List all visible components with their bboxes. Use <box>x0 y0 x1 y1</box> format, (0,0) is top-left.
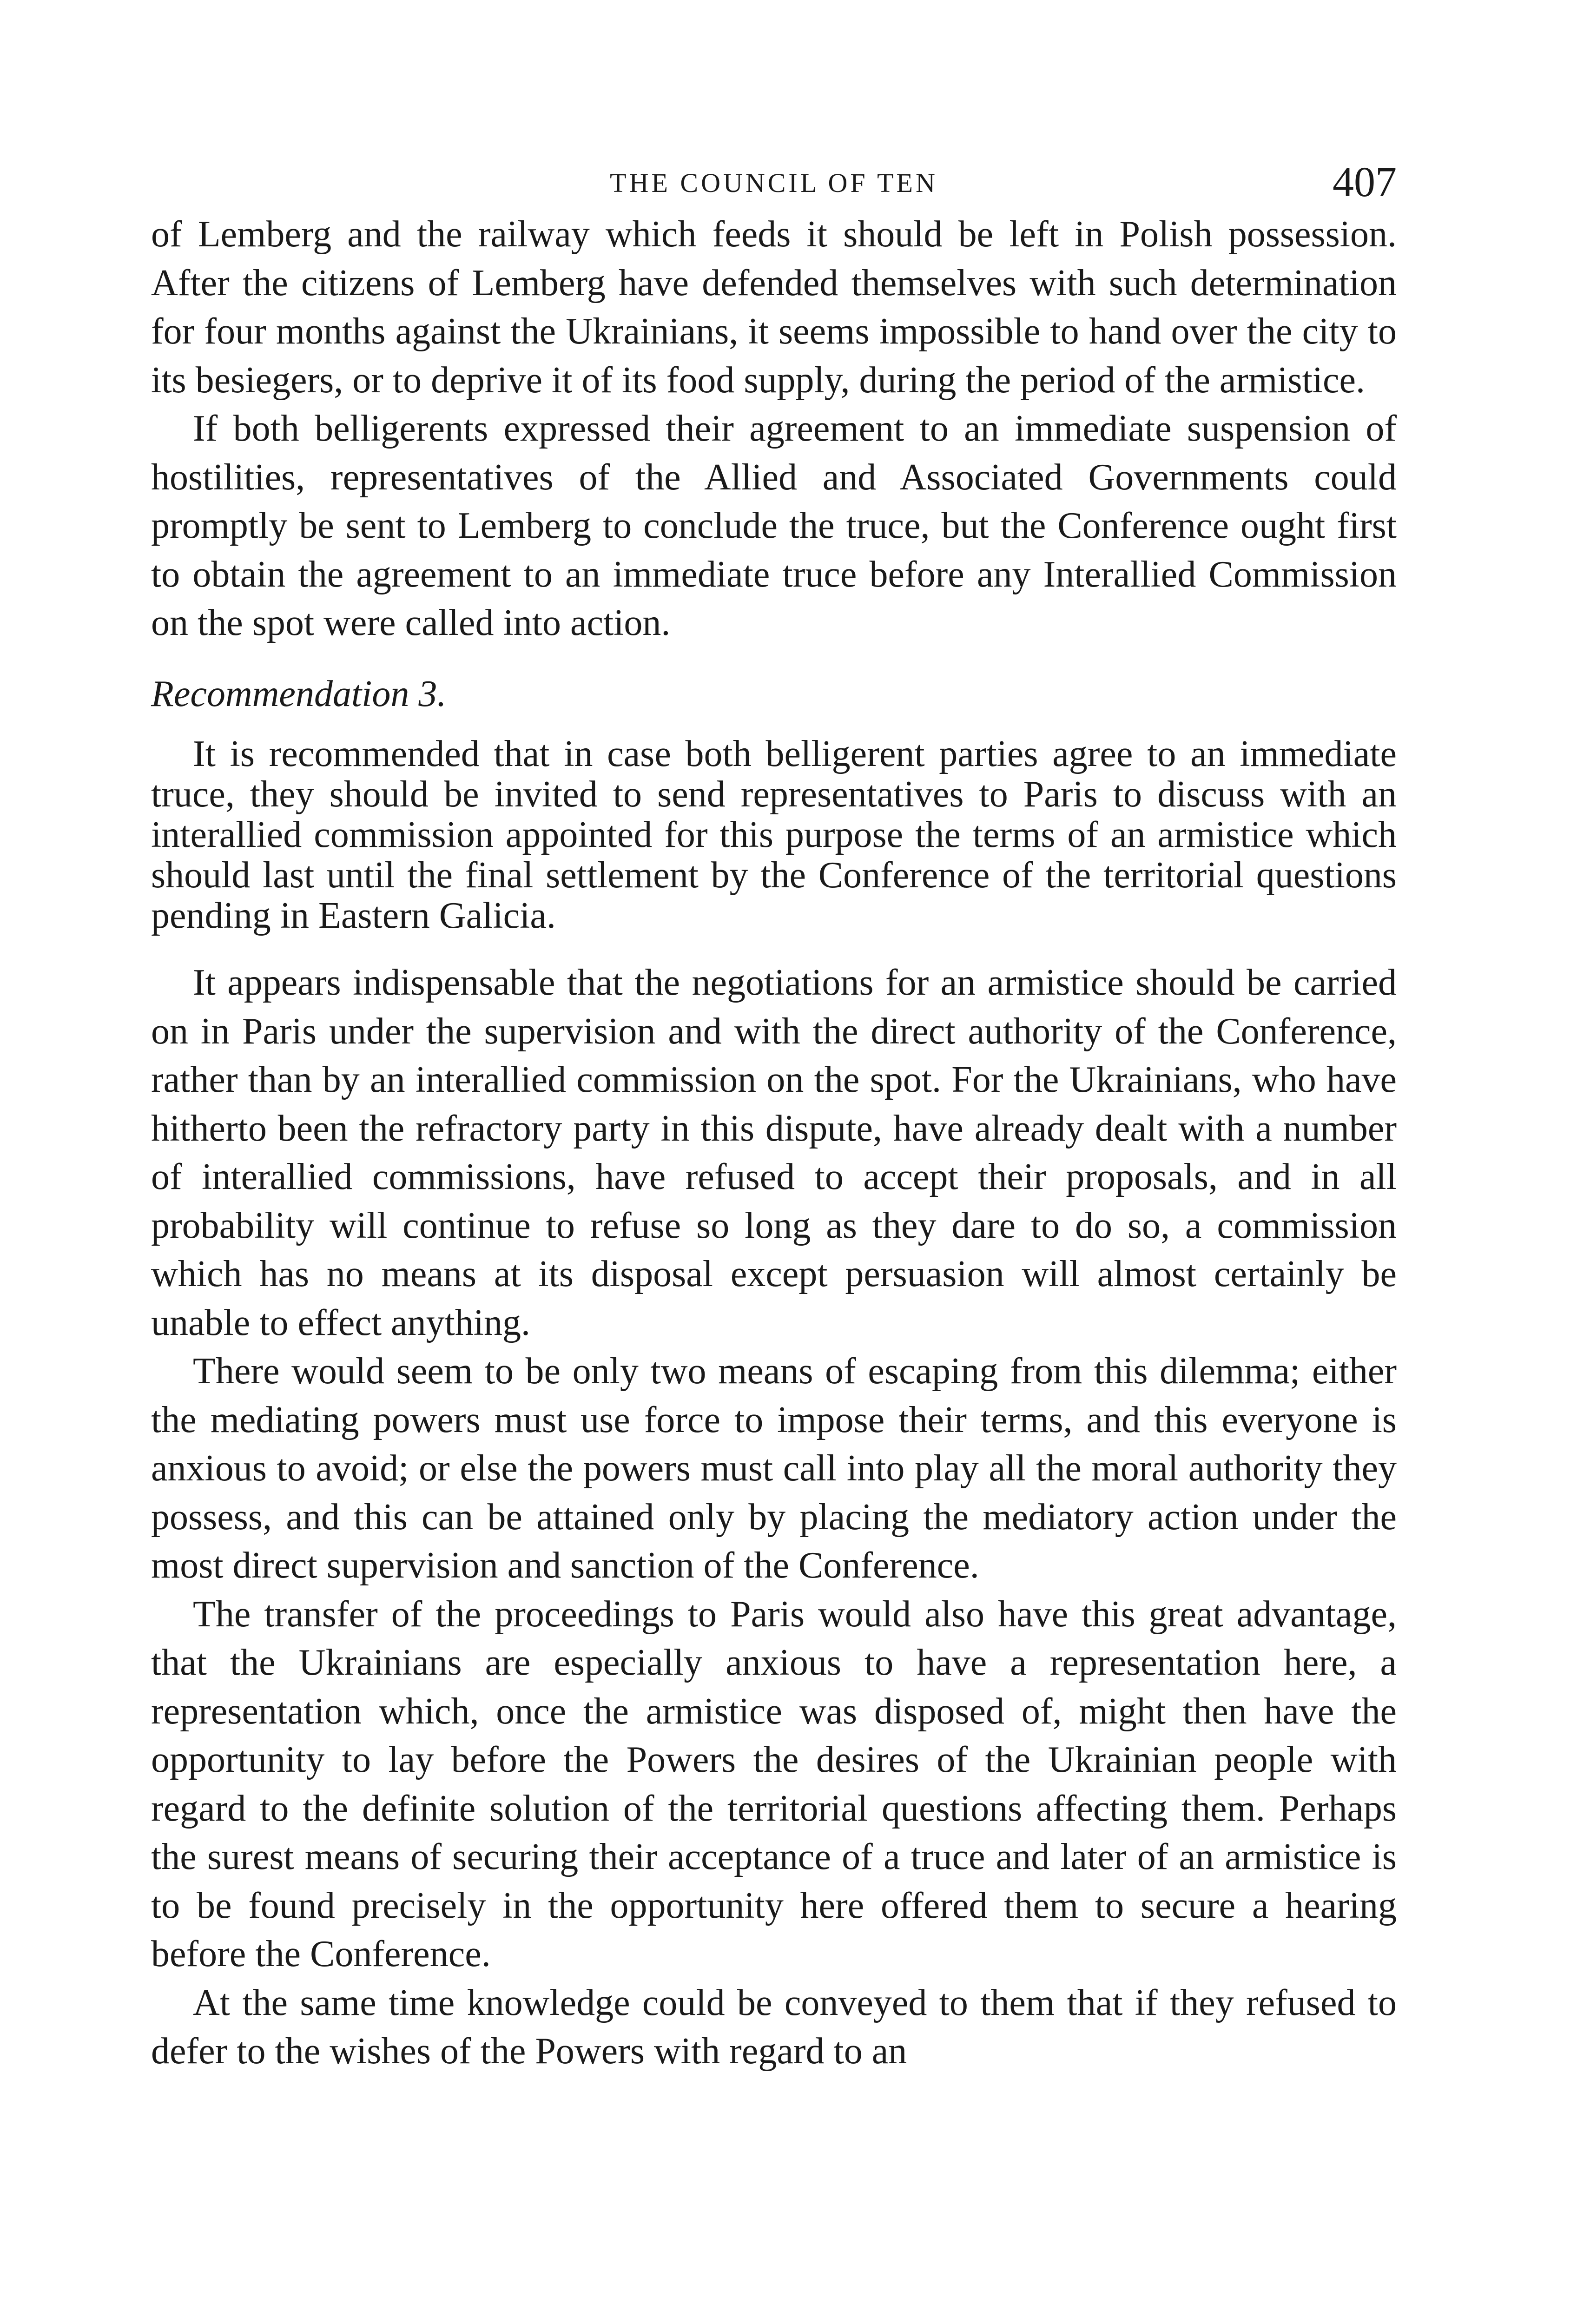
paragraph-knowledge: At the same time knowledge could be conveyed to them that if they refused to defer to the wishes of the Powers with regard to an <box>151 1982 1397 2072</box>
page-number: 407 <box>1333 158 1397 205</box>
paragraph-dilemma: There would seem to be only two means of escaping from this dilemma; either the mediating powers must use force to impose their terms, and this everyone is anxious to avoid; or else the powers must call into play all the moral authority they possess, and this can be attained only by placing the mediatory action under the most direct supervision and sanction of the Conference. <box>151 1351 1397 1586</box>
running-header <box>151 153 1397 209</box>
paragraph-continuation: of Lemberg and the railway which feeds it should be left in Polish possession. After the citizens of Lemberg have defended themselves with such determination for four months against the Ukrainians, it seems impossible to hand over the city to its besiegers, or to deprive it of its food supply, during the period of the armistice. <box>151 214 1397 401</box>
paragraph-belligerents: If both belligerents expressed their agreement to an immediate suspension of hostilities, representatives of the Allied and Associated Governments could promptly be sent to Lemberg to conclude the truce, but the Conference ought first to obtain the agreement to an immediate truce before any Interallied Commission on the spot were called into action. <box>151 408 1397 643</box>
paragraph-negotiations: It appears indispensable that the negotiations for an armistice should be carried on in Paris under the supervision and with the direct authority of the Conference, rather than by an interallied commission on the spot. For the Ukrainians, who have hitherto been the refractory party in this dispute, have already dealt with a number of interallied commissions, have refused to accept their proposals, and in all probability will continue to refuse so long as they dare to do so, a commission which has no means at its disposal except persuasion will almost certainly be unable to effect anything. <box>151 962 1397 1343</box>
document-page <box>151 153 1397 2076</box>
running-title: THE COUNCIL OF TEN <box>610 168 938 198</box>
body-text <box>151 210 1397 2076</box>
recommendation-text: It is recommended that in case both belligerent parties agree to an immediate truce, they should be invited to send representatives to Paris to discuss with an interallied commission appointed for this purpose the terms of an armistice which should last until the final settlement by the Conference of the territorial questions pending in Eastern Galicia. <box>151 733 1397 936</box>
recommendation-heading: Recommendation 3. <box>151 673 447 714</box>
paragraph-transfer: The transfer of the proceedings to Paris would also have this great advantage, that the Ukrainians are especially anxious to have a representation here, a representation which, once the armistice was disposed of, might then have the opportunity to lay before the Powers the desires of the Ukrainian people with regard to the definite solution of the territorial questions affecting them. Perhaps the surest means of securing their acceptance of a truce and later of an armistice is to be found precisely in the opportunity here offered them to secure a hearing before the Conference. <box>151 1593 1397 1974</box>
